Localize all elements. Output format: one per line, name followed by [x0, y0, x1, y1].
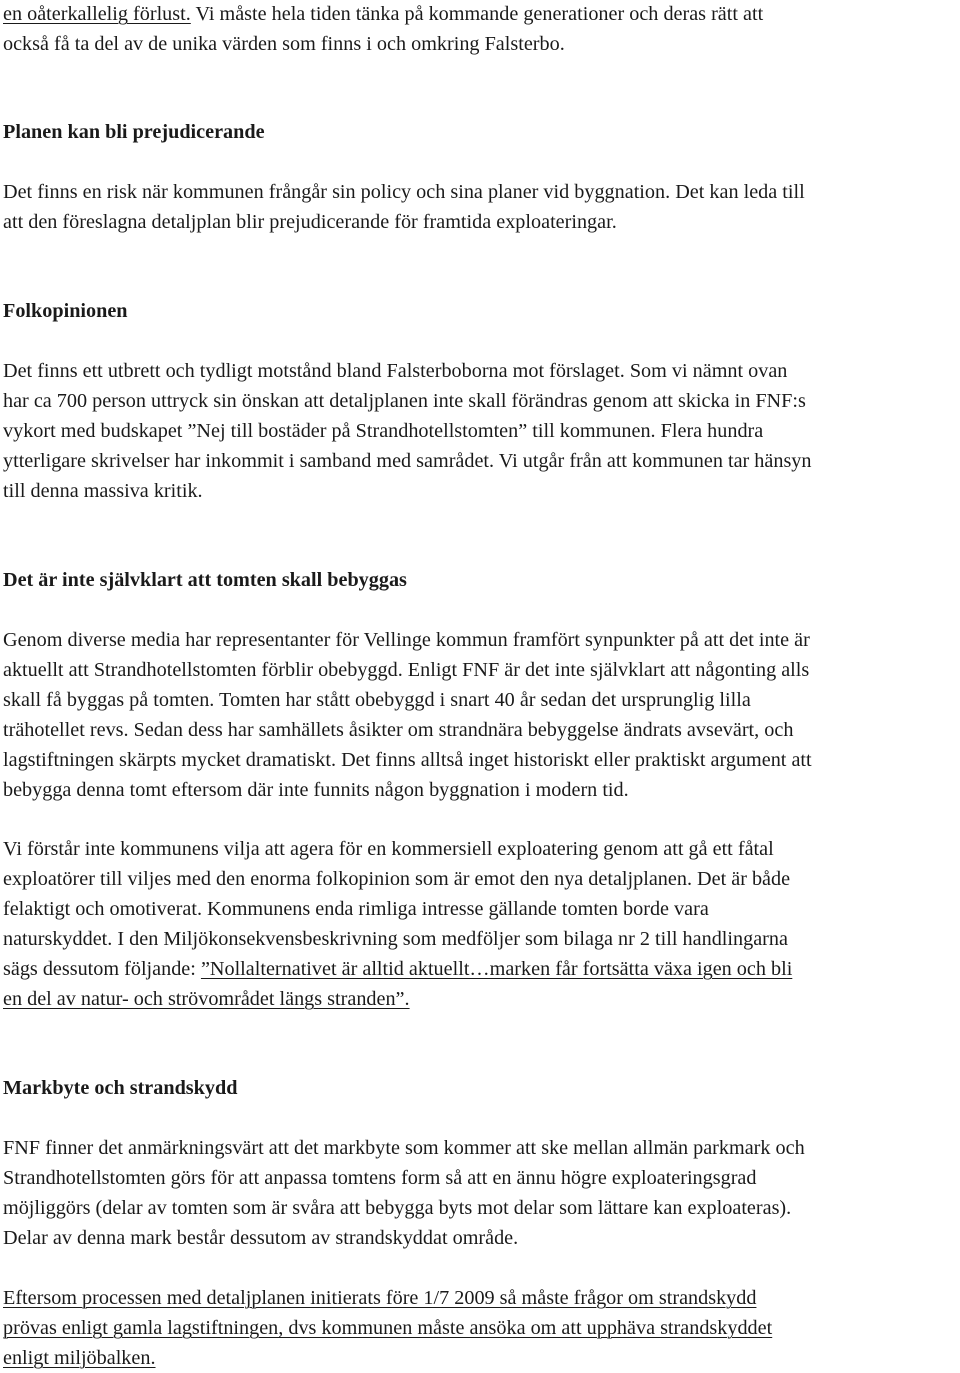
paragraph-line: Genom diverse media har representanter för Vellinge kommun framfört synpunkter på att det inte är [3, 629, 810, 651]
heading-folkopinionen: Folkopinionen [3, 300, 128, 322]
paragraph-line: skall få byggas på tomten. Tomten har stått obebyggd i snart 40 år sedan det ursprunglig lilla [3, 689, 751, 711]
quote-lead-in: sägs dessutom följande: [3, 958, 201, 980]
intro-line-1 [3, 0, 763, 29]
paragraph-line: lagstiftningen skärpts mycket dramatiskt. Det finns alltså inget historiskt eller praktiskt argument att [3, 749, 812, 771]
heading-markbyte: Markbyte och strandskydd [3, 1077, 238, 1099]
paragraph-line: exploatörer till viljes med den enorma folkopinion som är emot den nya detaljplanen. Det är både [3, 868, 791, 890]
underlined-quote: ”Nollalternativet är alltid aktuellt…marken får fortsätta växa igen och bli [200, 958, 793, 980]
underlined-text: Eftersom processen med detaljplanen initierats före 1/7 2009 så måste frågor om strandskydd [3, 1287, 757, 1309]
paragraph-line [3, 954, 792, 984]
intro-line-2: också få ta del av de unika värden som finns i och omkring Falsterbo. [3, 33, 565, 55]
paragraph-line: Det finns en risk när kommunen frångår sin policy och sina planer vid byggnation. Det kan leda till [3, 181, 805, 203]
paragraph-line: till denna massiva kritik. [3, 480, 203, 502]
paragraph-line [3, 1283, 756, 1313]
heading-bebyggas: Det är inte självklart att tomten skall bebyggas [3, 569, 407, 591]
intro-underlined-text: en oåterkallelig förlust. [3, 3, 191, 25]
paragraph-line: har ca 700 person uttryck sin önskan att detaljplanen inte skall förändras genom att skicka in FNF:s [3, 390, 806, 412]
heading-prejudicerande: Planen kan bli prejudicerande [3, 121, 265, 143]
paragraph-line: trähotellet revs. Sedan dess har samhällets åsikter om strandnära bebyggelse ändrats avsevärt, och [3, 719, 794, 741]
paragraph-line: Strandhotellstomten görs för att anpassa tomtens form så att en ännu högre exploateringsgrad [3, 1167, 757, 1189]
paragraph-line: naturskyddet. I den Miljökonsekvensbeskrivning som medföljer som bilaga nr 2 till handlingarna [3, 928, 788, 950]
paragraph-line: att den föreslagna detaljplan blir prejudicerande för framtida exploateringar. [3, 211, 617, 233]
paragraph-line: Vi förstår inte kommunens vilja att agera för en kommersiell exploatering genom att gå ett fåtal [3, 838, 774, 860]
paragraph-line: FNF finner det anmärkningsvärt att det markbyte som kommer att ske mellan allmän parkmark och [3, 1137, 805, 1159]
underlined-quote: en del av natur- och strövområdet längs stranden”. [3, 988, 410, 1010]
paragraph-line: bebygga denna tomt eftersom där inte funnits någon byggnation i modern tid. [3, 779, 629, 801]
paragraph-line: Delar av denna mark består dessutom av strandskyddat område. [3, 1227, 519, 1249]
paragraph-line: aktuellt att Strandhotellstomten förblir obebyggd. Enligt FNF är det inte självklart att någonting alls [3, 659, 810, 681]
underlined-text: enligt miljöbalken. [3, 1347, 156, 1369]
paragraph-line: ytterligare skrivelser har inkommit i samband med samrådet. Vi utgår från att kommunen tar hänsyn [3, 450, 812, 472]
intro-text: Vi måste hela tiden tänka på kommande generationer och deras rätt att [190, 3, 764, 25]
paragraph-line: vykort med budskapet ”Nej till bostäder på Strandhotellstomten” till kommunen. Flera hundra [3, 420, 764, 442]
paragraph-line [3, 1313, 772, 1343]
paragraph-line: Det finns ett utbrett och tydligt motstånd bland Falsterboborna mot förslaget. Som vi nämnt ovan [3, 360, 788, 382]
paragraph-line [3, 984, 410, 1014]
underlined-text: prövas enligt gamla lagstiftningen, dvs kommunen måste ansöka om att upphäva strandskyddet [3, 1317, 773, 1339]
paragraph-line: felaktigt och omotiverat. Kommunens enda rimliga intresse gällande tomten borde vara [3, 898, 709, 920]
paragraph-line: möjliggörs (delar av tomten som är svåra att bebygga byts mot delar som lättare kan exploateras). [3, 1197, 792, 1219]
paragraph-line [3, 1343, 156, 1373]
